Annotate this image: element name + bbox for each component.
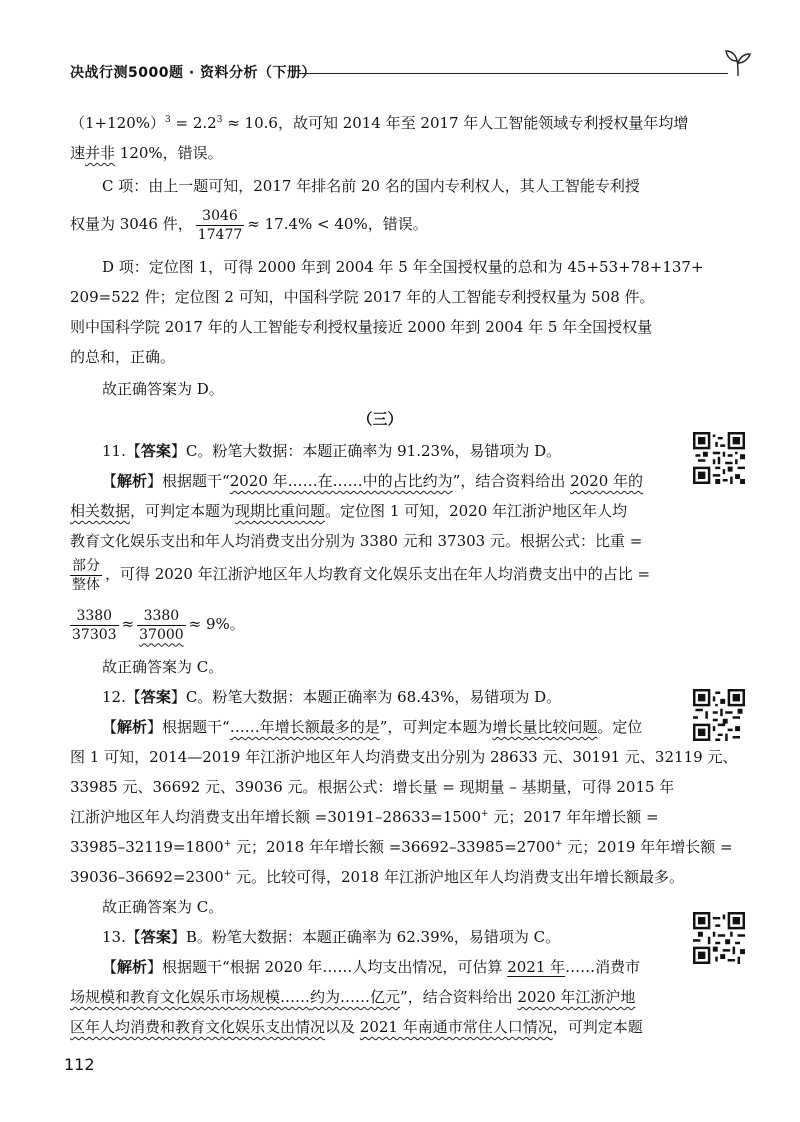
text-line: 江浙沪地区年人均消费支出年增长额 =30191–28633=1500+ 元；2017 年年增长额 = (70, 808, 659, 826)
question-12-answer: 12.【答案】C。粉笔大数据：本题正确率为 68.43%，易错项为 D。 (102, 688, 562, 706)
fraction: $\frac{\text{部分}}{\text{整体}}$ (72, 557, 100, 593)
text-line: $(1+120\%)^3 = 2.2^3 \approx 10.6$，故可知 2014 年至 2017 年人工智能领域专利授权量年均增 (70, 114, 689, 132)
qr-code-icon[interactable] (693, 432, 745, 484)
text-line: D 项：定位图 1，可得 2000 年到 2004 年 5 年全国授权量的总和为 45+53+78+137+ (102, 258, 704, 276)
qr-code-icon[interactable] (693, 689, 745, 741)
fraction: $\frac{3046}{17477}$ (197, 207, 243, 243)
text-line: 故正确答案为 C。 (102, 658, 224, 676)
text-line: 则中国科学院 2017 年的人工智能专利授权量接近 2000 年到 2004 年 5 年全国授权量 (70, 318, 653, 336)
text-line: 的总和，正确。 (70, 348, 176, 366)
header-rule (298, 73, 728, 74)
qr-code-icon[interactable] (693, 912, 745, 964)
text-line: 33985–32119=1800+ 元；2018 年年增长额 =36692–33985=2700+ 元；2019 年年增长额 = (70, 838, 733, 856)
fraction: $\frac{3380}{37000}$ (139, 607, 184, 643)
text-line: 39036–36692=2300+ 元。比较可得，2018 年江浙沪地区年人均消费支出年增长额最多。 (70, 868, 684, 886)
text-line: C 项：由上一题可知，2017 年排名前 20 名的国内专利权人，其人工智能专利授 (102, 177, 640, 195)
page-header (70, 62, 750, 88)
question-11-answer: 11.【答案】C。粉笔大数据：本题正确率为 91.23%，易错项为 D。 (102, 442, 562, 460)
text-line: 速并非 120%，错误。 (70, 144, 223, 162)
text-line: 教育文化娱乐支出和年人均消费支出分别为 3380 元和 37303 元。根据公式：比重 = (70, 532, 643, 550)
page-number: 112 (64, 1055, 95, 1074)
text-line: 【解析】根据题干“2020 年……在……中的占比约为”，结合资料给出 2020 年的 (102, 472, 644, 490)
text-line: $\frac{3380}{37303}$ ≈ $\frac{3380}{37000}$ ≈ 9%。 (72, 607, 245, 643)
text-line: 【解析】根据题干“根据 2020 年……人均支出情况，可估算 2021 年……消费市 (102, 958, 641, 976)
section-heading: （三） (357, 410, 403, 428)
text-line: 图 1 可知，2014—2019 年江浙沪地区年人均消费支出分别为 28633 元、30191 元、32119 元、 (70, 748, 738, 766)
question-13-answer: 13.【答案】B。粉笔大数据：本题正确率为 62.39%，易错项为 C。 (102, 928, 561, 946)
text-line: 209=522 件；定位图 2 可知，中国科学院 2017 年的人工智能专利授权量为 508 件。 (70, 288, 655, 306)
header-title: 决战行测5000题 · 资料分析（下册） (70, 65, 317, 81)
text-line: $\frac{\text{部分}}{\text{整体}}$ ，可得 2020 年江浙沪地区年人均教育文化娱乐支出在年人均消费支出中的占比 = (72, 557, 651, 593)
text-line: 区年人均消费和教育文化娱乐支出情况以及 2021 年南通市常住人口情况，可判定本题 (70, 1018, 643, 1036)
sprout-icon (724, 48, 752, 78)
text-line: 权量为 3046 件， $\frac{3046}{17477}$ ≈ 17.4% < 40%，错误。 (70, 207, 428, 243)
text-line: 33985 元、36692 元、39036 元。根据公式：增长量 = 现期量 – 基期量，可得 2015 年 (70, 778, 675, 796)
text-line: 相关数据，可判定本题为现期比重问题。定位图 1 可知，2020 年江浙沪地区年人均 (70, 502, 628, 520)
text-line: 故正确答案为 D。 (102, 380, 224, 398)
text-line: 故正确答案为 C。 (102, 898, 224, 916)
fraction: $\frac{3380}{37303}$ (72, 607, 117, 643)
text-line: 场规模和教育文化娱乐市场规模……约为……亿元”，结合资料给出 2020 年江浙沪地 (70, 988, 636, 1006)
text-line: 【解析】根据题干“……年增长额最多的是”，可判定本题为增长量比较问题。定位 (102, 718, 643, 736)
